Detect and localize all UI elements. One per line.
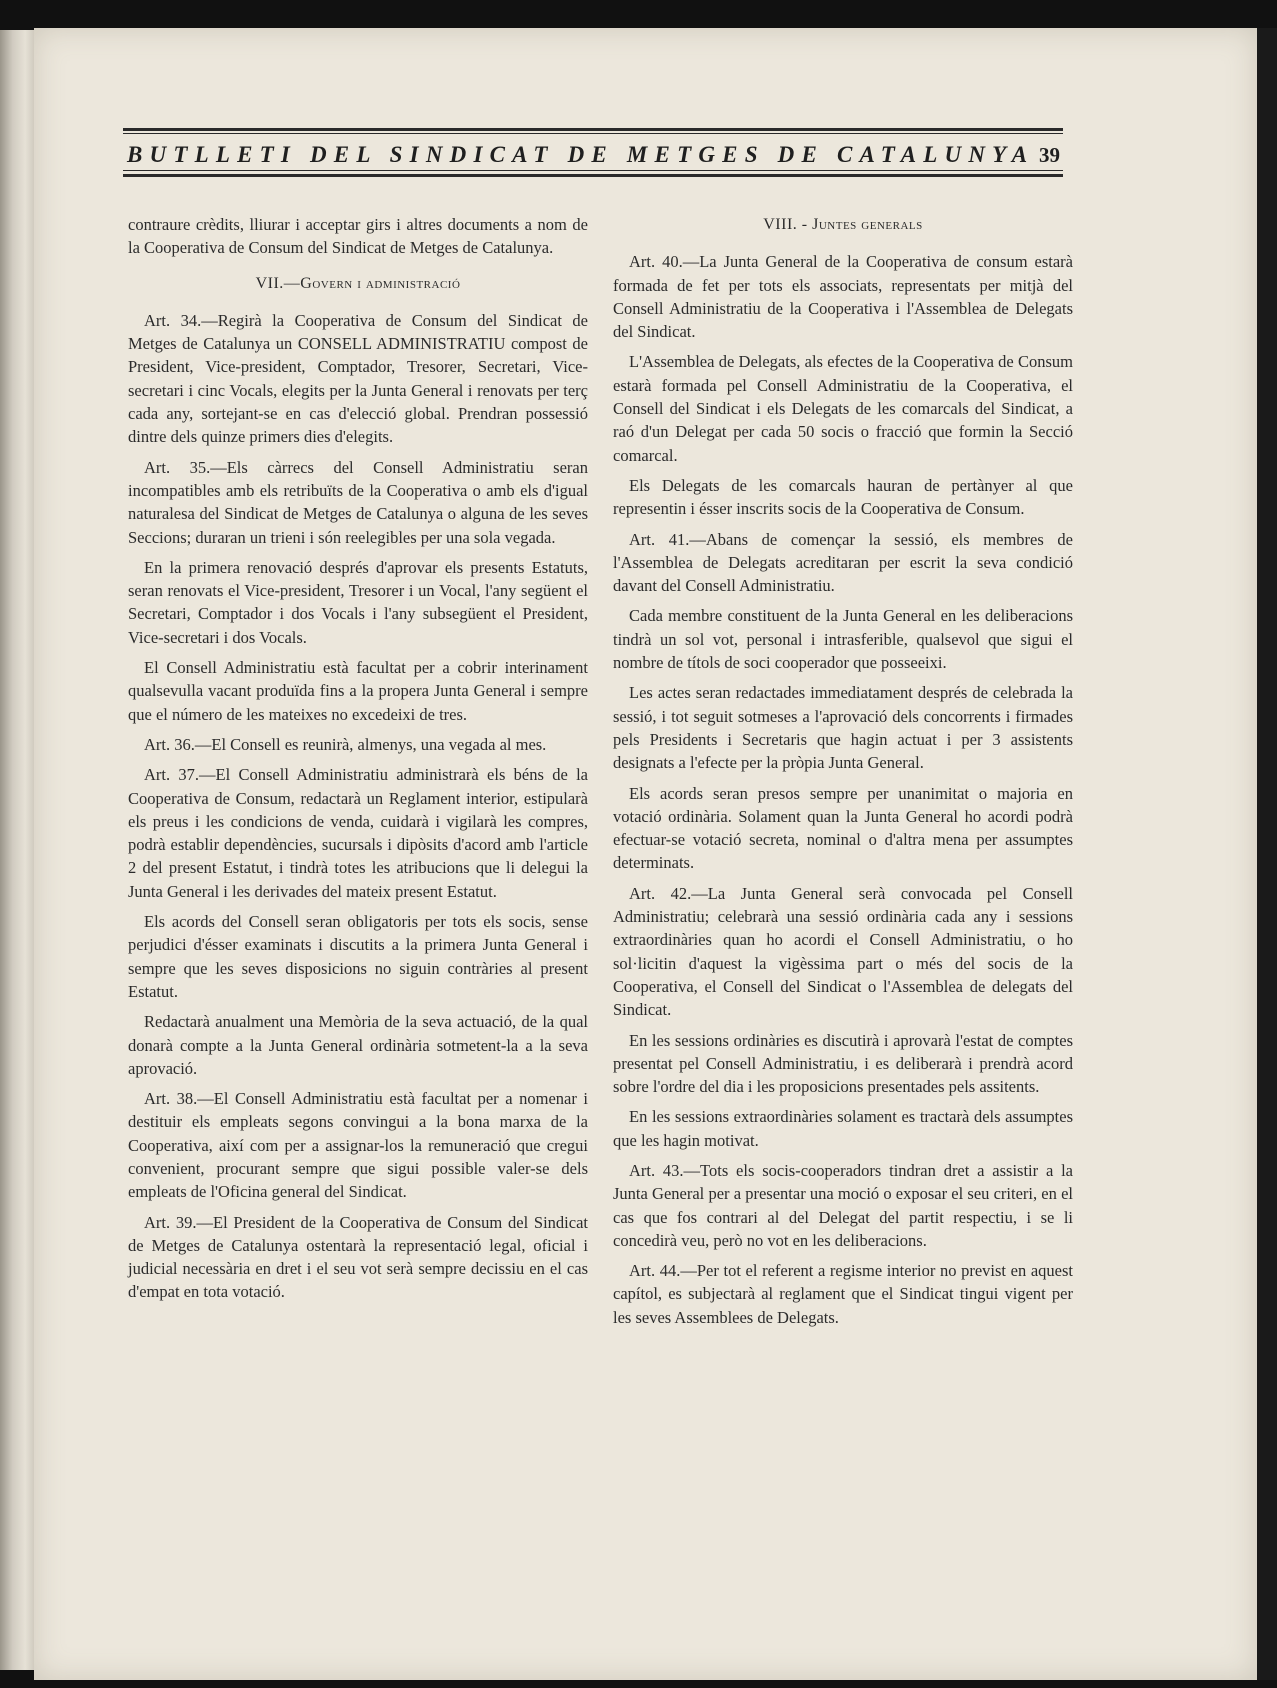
paragraph: contraure crèdits, lliurar i acceptar girs i altres documents a nom de la Cooperativa de Consum del Sindicat de Metges de Catalunya. bbox=[128, 215, 588, 258]
paragraph: Art. 36.—El Consell es reunirà, almenys, una vegada al mes. bbox=[144, 734, 547, 754]
paragraph: Art. 37.—El Consell Administratiu administrarà els béns de la Cooperativa de Consum, redactarà un Reglament interior, estipularà els preus i les condicions de venda, cuidarà i vigilarà les compres, podrà establir dependències, sucursals i dipòsits d'acord amb l'article 2 del present Estatut, i tindrà totes les atribucions que li delegui la Junta General i les derivades del mateix present Estatut. bbox=[128, 765, 588, 901]
paragraph: El Consell Administratiu està facultat per a cobrir interinament qualsevulla vacant produïda fins a la propera Junta General i sempre que el número de les mateixes no excedeixi de tres. bbox=[128, 658, 588, 724]
header-rule-bottom bbox=[123, 174, 1063, 177]
header-rule-top-thin bbox=[123, 133, 1063, 134]
paragraph: Els acords del Consell seran obligatoris per tots els socis, sense perjudici d'ésser examinats i discutits a la primera Junta General i sempre que les seves disposicions no siguin contràries al present Estatut. bbox=[128, 912, 588, 1001]
header-rule-bottom-thin bbox=[123, 170, 1063, 171]
book-spine-edge bbox=[0, 30, 36, 1670]
section-heading-vii: VII.—Govern i administració bbox=[255, 274, 461, 292]
paragraph: En les sessions ordinàries es discutirà i aprovarà l'estat de comptes presentat pel Consell Administratiu, i es deliberarà i prendrà acord sobre l'ordre del dia i les proposicions presentades pels assitents. bbox=[613, 1030, 1073, 1097]
left-column bbox=[128, 213, 588, 1311]
right-column bbox=[613, 213, 1073, 1336]
paragraph: Art. 35.—Els càrrecs del Consell Administratiu seran incompatibles amb els retribuïts de la Cooperativa o amb els d'igual naturalesa del Sindicat de Metges de Catalunya o alguna de les seves Seccions; duraran un trieni i són reelegibles per una sola vegada. bbox=[128, 457, 588, 547]
scan-border bbox=[1257, 28, 1277, 1680]
paragraph: Art. 43.—Tots els socis-cooperadors tindran dret a assistir a la Junta General per a presentar una moció o exposar el seu criteri, en el cas que fos contrari al del Delegat del partit respectiu, i se li concedirà veu, però no vot en les deliberacions. bbox=[613, 1160, 1073, 1250]
paragraph: Art. 44.—Per tot el referent a regisme interior no previst en aquest capítol, es subjectarà al reglament que el Sindicat tingui vigent per les seves Assemblees de Delegats. bbox=[613, 1261, 1073, 1327]
journal-title: BUTLLETI DEL SINDICAT DE METGES DE CATALUNYA bbox=[127, 142, 1035, 167]
paragraph: Els Delegats de les comarcals hauran de pertànyer al que representin i ésser inscrits socis de la Cooperativa de Consum. bbox=[613, 475, 1073, 519]
paragraph: Art. 42.—La Junta General serà convocada pel Consell Administratiu; celebrarà una sessió ordinària cada any i sessions extraordinàries quan ho acordi el Consell Administratiu, o ho sol·licitin d'aquest la vigèssima part o més del socis de la Cooperativa, el Consell del Sindicat o l'Assemblea de delegats del Sindicat. bbox=[613, 883, 1073, 1020]
paragraph: Les actes seran redactades immediatament després de celebrada la sessió, i tot seguit sotmeses a l'aprovació dels concorrents i firmades pels Presidents i Secretaris que hagin actuat i per 3 assistents designats a l'efecte per la pròpia Junta General. bbox=[613, 683, 1073, 773]
paragraph: Cada membre constituent de la Junta General en les deliberacions tindrà un sol vot, personal i intrasferible, qualsevol que sigui el nombre de títols de soci cooperador que posseeixi. bbox=[613, 606, 1073, 673]
paragraph: Art. 38.—El Consell Administratiu està facultat per a nomenar i destituir els empleats segons convingui a la bona marxa de la Cooperativa, així com per a assignar-los la remuneració que cregui convenient, procurant sempre que sigui possible valer-se dels empleats de l'Oficina general del Sindicat. bbox=[128, 1089, 588, 1202]
paragraph: Art. 39.—El President de la Cooperativa de Consum del Sindicat de Metges de Catalunya ostentarà la representació legal, oficial i judicial necessària en dret i el seu vot serà sempre decissiu en el cas d'empat en tota votació. bbox=[128, 1212, 588, 1302]
page-number: 39 bbox=[1039, 143, 1060, 167]
paragraph: En la primera renovació després d'aprovar els presents Estatuts, seran renovats el Vice-president, Tresorer i un Vocal, l'any següent el Secretari, Comptador i dos Vocals i l'any subsegüent el President, Vice-secretari i dos Vocals. bbox=[128, 557, 588, 647]
running-header bbox=[91, 100, 1071, 182]
section-heading-viii: VIII. - Juntes generals bbox=[763, 216, 923, 233]
paragraph: Redactarà anualment una Memòria de la seva actuació, de la qual donarà compte a la Junta General ordinària sotmetent-la a la seva aprovació. bbox=[128, 1012, 588, 1078]
paragraph: En les sessions extraordinàries solament es tractarà dels assumptes que les hagin motivat. bbox=[613, 1107, 1073, 1150]
header-rule-top bbox=[123, 128, 1063, 131]
paragraph: Art. 40.—La Junta General de la Cooperativa de consum estarà formada de fet per tots els associats, representats per mitjà del Consell Administratiu de la Cooperativa i l'Assemblea de Delegats del Sindicat. bbox=[613, 252, 1073, 342]
paragraph: Els acords seran presos sempre per unanimitat o majoria en votació ordinària. Solament quan la Junta General ho acordi podrà efectuar-se votació secreta, nominal o d'altra mena per assumptes determinats. bbox=[613, 783, 1073, 873]
paragraph: L'Assemblea de Delegats, als efectes de la Cooperativa de Consum estarà formada pel Consell Administratiu de la Cooperativa, el Consell del Sindicat i els Delegats de les comarcals del Sindicat, a raó d'un Delegat per cada 50 socis o fracció que formin la Secció comarcal. bbox=[613, 352, 1073, 465]
paragraph: Art. 34.—Regirà la Cooperativa de Consum del Sindicat de Metges de Catalunya un CONSELL ADMINISTRATIU compost de President, Vice-president, Comptador, Tresorer, Secretari, Vice-secretari i cinc Vocals, elegits per la Junta General i renovats per terç cada any, sortejant-se en cas d'elecció global. Prendran possessió dintre dels quinze primers dies d'elegits. bbox=[128, 310, 588, 447]
paragraph: Art. 41.—Abans de començar la sessió, els membres de l'Assemblea de Delegats acreditaran per escrit la seva condició davant del Consell Administratiu. bbox=[613, 529, 1073, 596]
